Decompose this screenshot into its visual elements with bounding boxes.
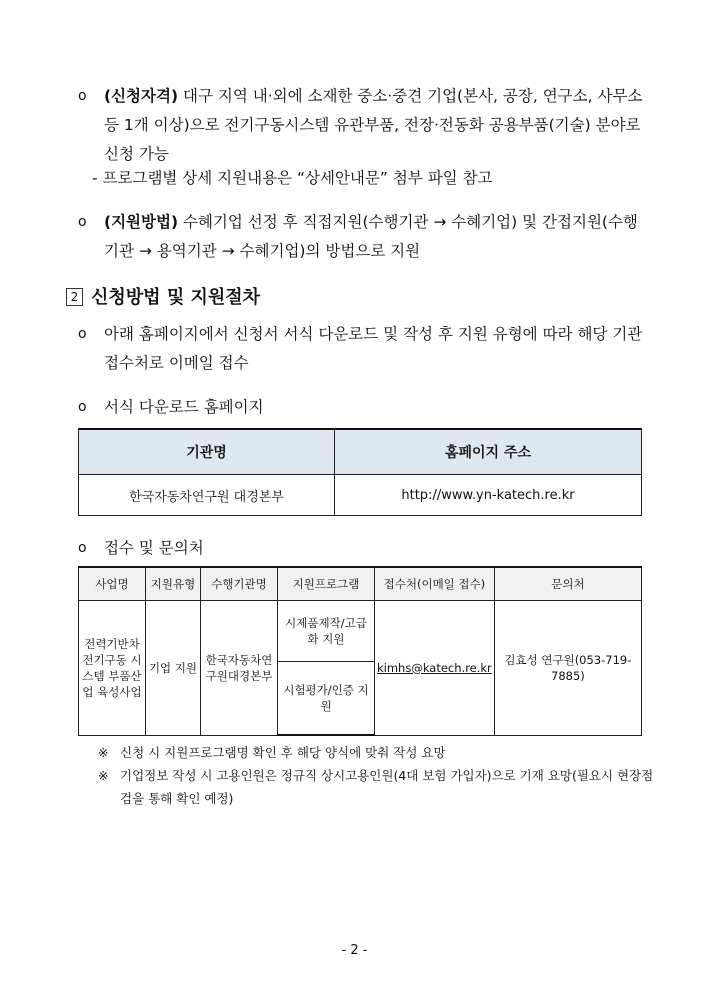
header-homepage: 홈페이지 주소: [335, 429, 642, 475]
section-heading: [66, 283, 260, 313]
bullet: o: [78, 88, 87, 104]
contact-title: 접수 및 문의처: [104, 539, 204, 557]
inquiry-contact: 김효성 연구원(053-719-7885): [494, 601, 641, 736]
qualification-item: [78, 82, 648, 169]
download-table: [78, 428, 642, 516]
header-program: 지원프로그램: [278, 567, 375, 601]
support-type: 기업 지원: [146, 601, 201, 736]
note-mark: ※: [98, 745, 109, 760]
table-row: [79, 601, 642, 662]
bullet: o: [78, 540, 87, 556]
business-name: 전력기반차 전기구동 시스템 부품산업 육성사업: [79, 601, 146, 736]
homepage-link[interactable]: http://www.yn-katech.re.kr: [335, 475, 642, 516]
agency-name: 한국자동차연구원 대경본부: [79, 475, 335, 516]
section-title: 신청방법 및 지원절차: [91, 287, 261, 308]
header-agency: 기관명: [79, 429, 335, 475]
qualification-label: (신청자격): [104, 87, 179, 105]
bullet: o: [78, 326, 87, 342]
email-link[interactable]: kimhs@katech.re.kr: [375, 601, 495, 736]
footnote-text: 기업정보 작성 시 고용인원은 정규직 상시고용인원(4대 보험 가입자)으로 기재 요망(필요시 현장점검을 통해 확인 예정): [120, 768, 654, 806]
header-inquiry: 문의처: [494, 567, 641, 601]
header-business: 사업명: [79, 567, 146, 601]
download-title: 서식 다운로드 홈페이지: [104, 398, 264, 416]
method-text: 수혜기업 선정 후 직접지원(수행기관 → 수혜기업) 및 간접지원(수행기관 → 용역기관 → 수혜기업)의 방법으로 지원: [104, 213, 638, 260]
contact-table: [78, 566, 642, 736]
header-support-type: 지원유형: [146, 567, 201, 601]
footnote: [98, 764, 658, 810]
page-number: - 2 -: [341, 943, 368, 958]
section-number: 2: [66, 288, 83, 306]
bullet: o: [78, 214, 87, 230]
header-email: 접수처(이메일 접수): [375, 567, 495, 601]
program-testing: 시험평가/인증 지원: [278, 662, 375, 736]
header-agency: 수행기관명: [201, 567, 278, 601]
table-row: [79, 475, 642, 516]
program-prototype: 시제품제작/고급화 지원: [278, 601, 375, 662]
method-label: (지원방법): [104, 213, 179, 231]
agency-name: 한국자동차연구원대경본부: [201, 601, 278, 736]
contact-heading: [78, 534, 648, 563]
download-heading: [78, 393, 648, 422]
apply-text: 아래 홈페이지에서 신청서 서식 다운로드 및 작성 후 지원 유형에 따라 해당 기관 접수처로 이메일 접수: [104, 325, 643, 372]
apply-item: [78, 320, 648, 378]
detail-note: - 프로그램별 상세 지원내용은 “상세안내문” 첨부 파일 참고: [92, 169, 493, 187]
footnote: [98, 741, 658, 764]
qualification-text: 대구 지역 내·외에 소재한 중소·중견 기업(본사, 공장, 연구소, 사무소 등 1개 이상)으로 전기구동시스템 유관부품, 전장·전동화 공용부품(기술) 분야로 신청 가능: [104, 87, 643, 163]
note-mark: ※: [98, 768, 109, 783]
bullet: o: [78, 399, 87, 415]
method-item: [78, 208, 648, 266]
footnote-text: 신청 시 지원프로그램명 확인 후 해당 양식에 맞춰 작성 요망: [120, 745, 446, 760]
